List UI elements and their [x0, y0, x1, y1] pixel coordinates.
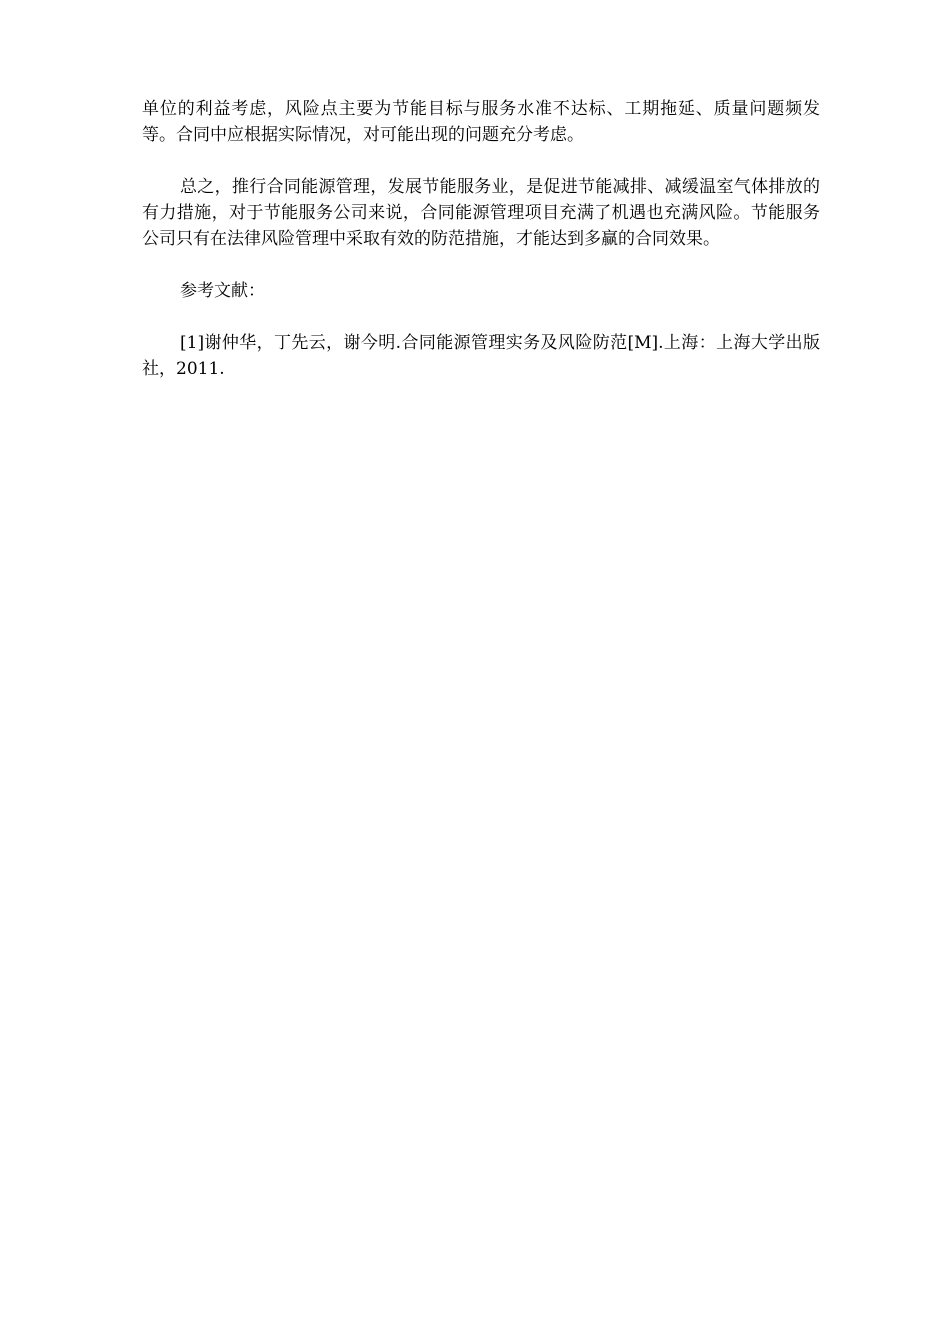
reference-item: [1]谢仲华，丁先云，谢今明.合同能源管理实务及风险防范[M].上海：上海大学出版社，2011.: [142, 333, 820, 379]
document-body: [142, 96, 820, 382]
body-paragraph-continuation: 单位的利益考虑，风险点主要为节能目标与服务水准不达标、工期拖延、质量问题频发等。合同中应根据实际情况，对可能出现的问题充分考虑。: [142, 99, 820, 145]
body-paragraph-conclusion: 总之，推行合同能源管理，发展节能服务业，是促进节能减排、减缓温室气体排放的有力措施，对于节能服务公司来说，合同能源管理项目充满了机遇也充满风险。节能服务公司只有在法律风险管理中采取有效的防范措施，才能达到多赢的合同效果。: [142, 177, 820, 249]
references-heading: 参考文献：: [180, 281, 265, 301]
